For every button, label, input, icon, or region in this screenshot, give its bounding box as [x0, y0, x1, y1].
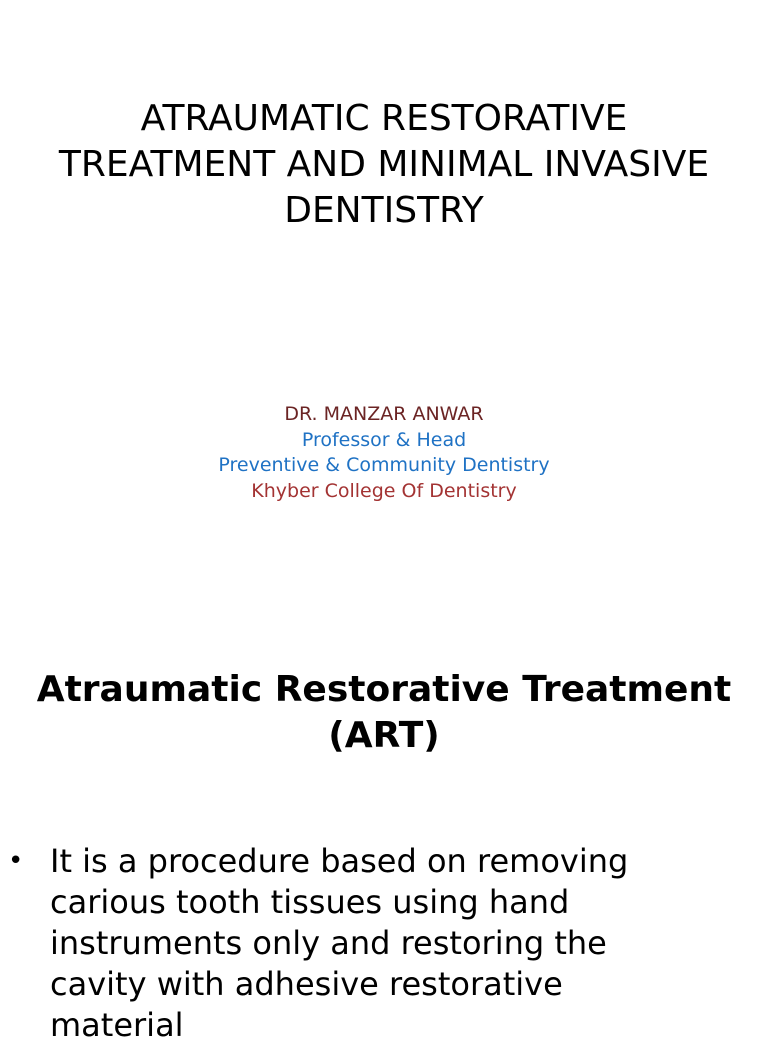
author-position: Professor & Head: [301, 428, 467, 451]
slide-heading-line: (ART): [328, 715, 440, 756]
author-credits: [0, 402, 768, 504]
author-name: DR. MANZAR ANWAR: [284, 403, 484, 425]
content-slide: [0, 576, 768, 1044]
slide-heading-line: Atraumatic Restorative Treatment: [36, 669, 732, 710]
author-department: Preventive & Community Dentistry: [218, 454, 550, 477]
bullet-text-line: material: [50, 1006, 184, 1044]
slide-title-line: TREATMENT AND MINIMAL INVASIVE: [58, 144, 710, 185]
bullet-text-line: It is a procedure based on removing: [50, 842, 629, 880]
slide-title-line: DENTISTRY: [284, 190, 484, 231]
bullet-text-line: cavity with adhesive restorative: [50, 965, 563, 1003]
bullet-dot-icon: •: [8, 846, 24, 876]
bullet-text-line: instruments only and restoring the: [50, 924, 607, 962]
slide-title: [0, 96, 768, 234]
bullet-text-line: carious tooth tissues using hand: [50, 883, 570, 921]
author-institution: Khyber College Of Dentistry: [251, 479, 517, 502]
bullet-list: [8, 841, 748, 1046]
slide-title-line: ATRAUMATIC RESTORATIVE: [140, 98, 628, 139]
slide-heading: [0, 667, 768, 759]
bullet-item: [8, 841, 748, 1046]
